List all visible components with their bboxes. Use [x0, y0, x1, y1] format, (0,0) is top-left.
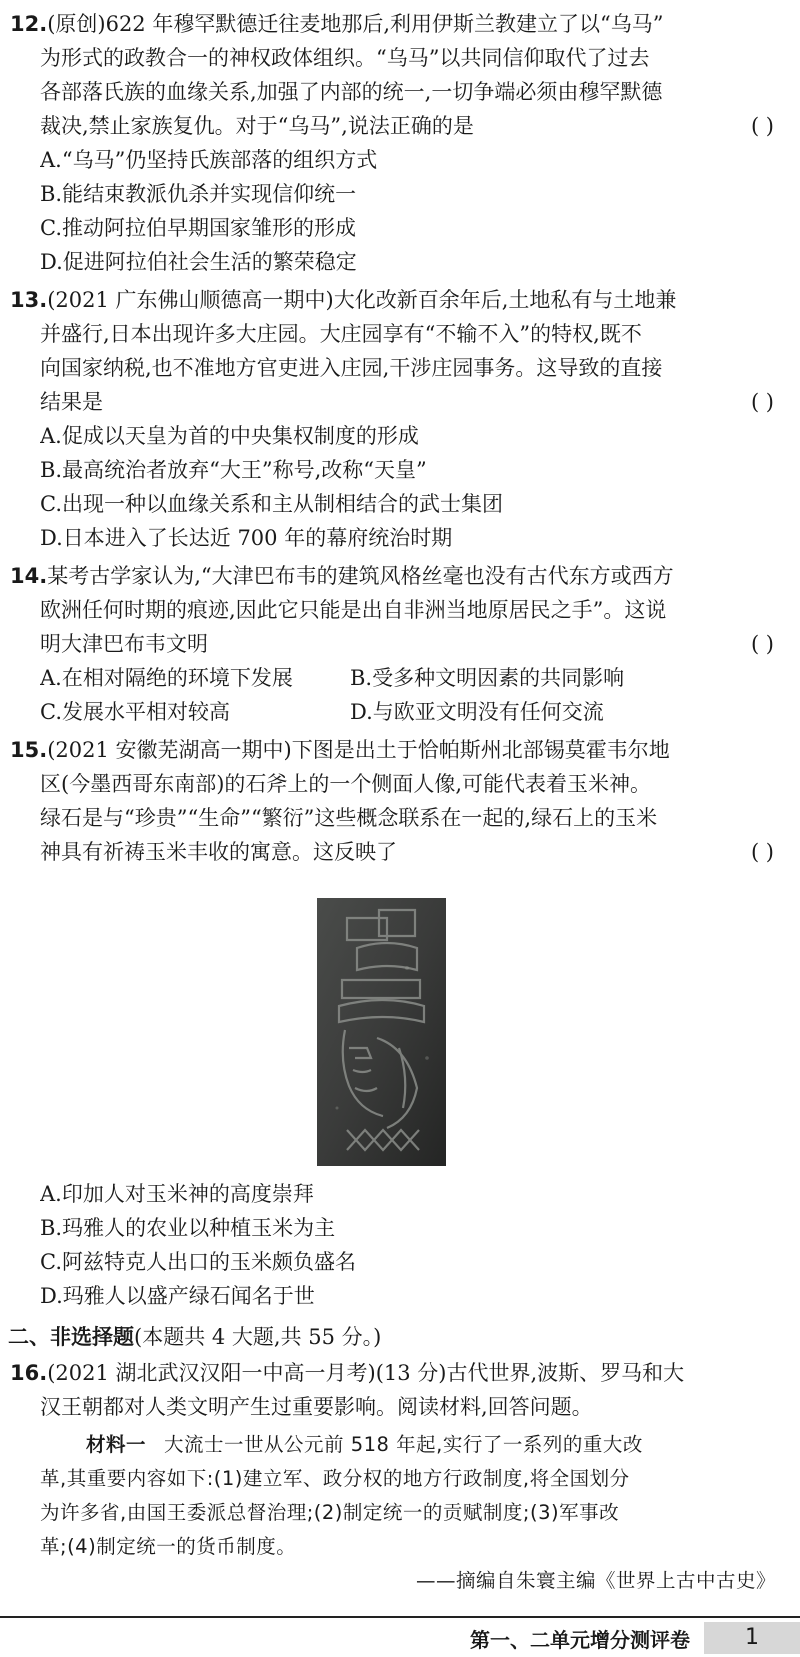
material-line: 革;(4)制定统一的货币制度。 [40, 1535, 297, 1558]
option-a: A.促成以天皇为首的中央集权制度的形成 [40, 424, 419, 448]
section-title: 二、非选择题 [8, 1324, 134, 1349]
question-line: 汉王朝都对人类文明产生过重要影响。阅读材料,回答问题。 [40, 1395, 593, 1419]
answer-blank: ( ) [750, 390, 774, 414]
question-line: 向国家纳税,也不准地方官吏进入庄园,干涉庄园事务。这导致的直接 [40, 356, 663, 380]
question-line: 各部落氏族的血缘关系,加强了内部的统一,一切争端必须由穆罕默德 [40, 80, 663, 104]
question-number: 15. [10, 738, 48, 762]
question-line: 结果是 ( ) [40, 385, 776, 419]
question-line: 神具有祈祷玉米丰收的寓意。这反映了 ( ) [40, 835, 776, 869]
question-line: 13.(2021 广东佛山顺德高一期中)大化改新百余年后,土地私有与土地兼 [10, 288, 677, 312]
option-b: B.玛雅人的农业以种植玉米为主 [40, 1216, 336, 1240]
option-a: A.在相对隔绝的环境下发展 [40, 666, 293, 690]
question-number: 14. [10, 564, 48, 588]
option-d: D.促进阿拉伯社会生活的繁荣稳定 [40, 250, 357, 274]
material-line: 材料一 大流士一世从公元前 518 年起,实行了一系列的重大改 [86, 1433, 643, 1456]
answer-blank: ( ) [750, 632, 774, 656]
question-line: 明大津巴布韦文明 ( ) [40, 627, 776, 661]
answer-blank: ( ) [750, 840, 774, 864]
question-line: 区(今墨西哥东南部)的石斧上的一个侧面人像,可能代表着玉米神。 [40, 772, 652, 796]
page-footer [0, 1616, 800, 1657]
material-source: ——摘编自朱寰主编《世界上古中古史》 [415, 1569, 776, 1592]
answer-blank: ( ) [750, 114, 774, 138]
section-heading [8, 1320, 776, 1354]
question-line: 为形式的政教合一的神权政体组织。“乌马”以共同信仰取代了过去 [40, 46, 650, 70]
question-line: 14.某考古学家认为,“大津巴布韦的建筑风格丝毫也没有古代东方或西方 [10, 564, 674, 588]
stone-axe-relief-drawing [317, 898, 446, 1166]
page-number: 1 [704, 1622, 800, 1654]
section-note: (本题共 4 大题,共 55 分。) [134, 1325, 382, 1349]
option-row [40, 695, 776, 729]
option-d: D.日本进入了长达近 700 年的幕府统治时期 [40, 526, 453, 550]
question-number: 13. [10, 288, 48, 312]
material-line: 为许多省,由国王委派总督治理;(2)制定统一的贡赋制度;(3)军事改 [40, 1501, 620, 1524]
material-line: 革,其重要内容如下:(1)建立军、政分权的地方行政制度,将全国划分 [40, 1467, 630, 1490]
option-b: B.最高统治者放弃“大王”称号,改称“天皇” [40, 458, 427, 482]
question-number: 12. [10, 12, 48, 36]
question-number: 16. [10, 1361, 48, 1385]
option-b: B.受多种文明因素的共同影响 [350, 666, 625, 690]
option-a: A.印加人对玉米神的高度崇拜 [40, 1182, 314, 1206]
question-line: 裁决,禁止家族复仇。对于“乌马”,说法正确的是 ( ) [40, 109, 776, 143]
option-row [40, 661, 776, 695]
option-c: C.阿兹特克人出口的玉米颇负盛名 [40, 1250, 356, 1274]
option-d: D.玛雅人以盛产绿石闻名于世 [40, 1284, 315, 1308]
question-line: 并盛行,日本出现许多大庄园。大庄园享有“不输不入”的特权,既不 [40, 322, 642, 346]
option-a: A.“乌马”仍坚持氏族部落的组织方式 [40, 148, 378, 172]
question-line: 12.(原创)622 年穆罕默德迁往麦地那后,利用伊斯兰教建立了以“乌马” [10, 12, 664, 36]
option-c: C.发展水平相对较高 [40, 700, 230, 724]
question-line: 欧洲任何时期的痕迹,因此它只能是出自非洲当地原居民之手”。这说 [40, 598, 667, 622]
option-c: C.推动阿拉伯早期国家雏形的形成 [40, 216, 356, 240]
option-c: C.出现一种以血缘关系和主从制相结合的武士集团 [40, 492, 503, 516]
question-line: 15.(2021 安徽芜湖高一期中)下图是出土于恰帕斯州北部锡莫霍韦尔地 [10, 738, 670, 762]
footer-title: 第一、二单元增分测评卷 [470, 1628, 690, 1652]
stone-axe-relief-image [317, 898, 446, 1166]
material-heading: 材料一 [86, 1433, 147, 1456]
question-line: 16.(2021 湖北武汉汉阳一中高一月考)(13 分)古代世界,波斯、罗马和大 [10, 1361, 685, 1385]
option-b: B.能结束教派仇杀并实现信仰统一 [40, 182, 357, 206]
option-d: D.与欧亚文明没有任何交流 [350, 700, 604, 724]
question-line: 绿石是与“珍贵”“生命”“繁衍”这些概念联系在一起的,绿石上的玉米 [40, 806, 658, 830]
